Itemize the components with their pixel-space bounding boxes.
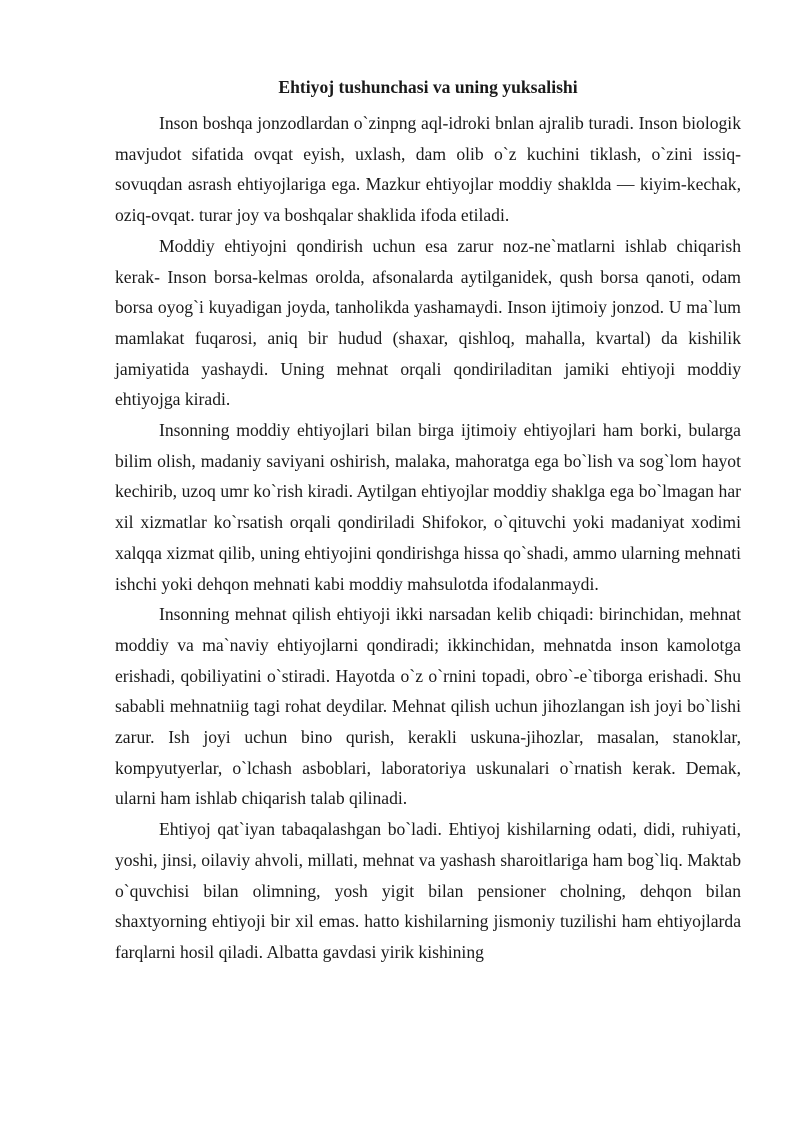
document-page [115, 74, 741, 968]
paragraph-2: Moddiy ehtiyojni qondirish uchun esa zarur noz-ne`matlarni ishlab chiqarish kerak- Inson borsa-kelmas orolda, afsonalarda aytilganidek, qush borsa qanoti, odam borsa oyog`i kuyadigan joyda, tanholikda yashamaydi. Inson ijtimoiy jonzod. U ma`lum mamlakat fuqarosi, aniq bir hudud (shaxar, qishloq, mahalla, kvartal) da kishilik jamiyatida yashaydi. Uning mehnat orqali qondiriladitan jamiki ehtiyoji moddiy ehtiyojga kiradi. [115, 235, 741, 410]
paragraph-4: Insonning mehnat qilish ehtiyoji ikki narsadan kelib chiqadi: birinchidan, mehnat moddiy va ma`naviy ehtiyojlarni qondiradi; ikkinchidan, mehnatda inson kamolotga erishadi, qobiliyatini o`stiradi. Hayotda o`z o`rnini topadi, obro`-e`tiborga erishadi. Shu sababli mehnatniig tagi rohat deydilar. Mehnat qilish uchun jihozlangan ish joyi bo`lishi zarur. Ish joyi uchun bino qurish, kerakli uskuna-jihozlar, masalan, stanoklar, kompyutyerlar, o`lchash asboblari, laboratoriya uskunalari o`rnatish kerak. Demak, ularni ham ishlab chiqarish talab qilinadi. [115, 604, 741, 809]
paragraph-3: Insonning moddiy ehtiyojlari bilan birga ijtimoiy ehtiyojlari ham borki, bularga bilim olish, madaniy saviyani oshirish, malaka, mahoratga ega bo`lish va sog`lom hayot kechirib, uzoq umr ko`rish kiradi. Aytilgan ehtiyojlar moddiy shaklga ega bo`lmagan har xil xizmatlar ko`rsatish orqali qondiriladi Shifokor, o`qituvchi yoki madaniyat xodimi xalqqa xizmat qilib, uning ehtiyojini qondirishga hissa qo`shadi, ammo ularning mehnati ishchi yoki dehqon mehnati kabi moddiy mahsulotda ifodalanmaydi. [115, 420, 741, 594]
paragraph-1: Inson boshqa jonzodlardan o`zinpng aql-idroki bnlan ajralib turadi. Inson biologik mavjudot sifatida ovqat eyish, uxlash, dam olib o`z kuchini tiklash, o`zini issiq-sovuqdan asrash ehtiyojlariga ega. Mazkur ehtiyojlar moddiy shaklda — kiyim-kechak, oziq-ovqat. turar joy va boshqalar shaklida ifoda etiladi. [115, 113, 741, 226]
document-title: Ehtiyoj tushunchasi va uning yuksalishi [278, 77, 578, 97]
paragraph-5: Ehtiyoj qat`iyan tabaqalashgan bo`ladi. Ehtiyoj kishilarning odati, didi, ruhiyati, yoshi, jinsi, oilaviy ahvoli, millati, mehnat va yashash sharoitlariga ham bog`liq. Maktab o`quvchisi bilan olimning, yosh yigit bilan pensioner cholning, dehqon bilan shaxtyorning ehtiyoji bir xil emas. hatto kishilarning jismoniy tuzilishi ham ehtiyojlarda farqlarni hosil qiladi. Albatta gavdasi yirik kishining [115, 819, 741, 962]
